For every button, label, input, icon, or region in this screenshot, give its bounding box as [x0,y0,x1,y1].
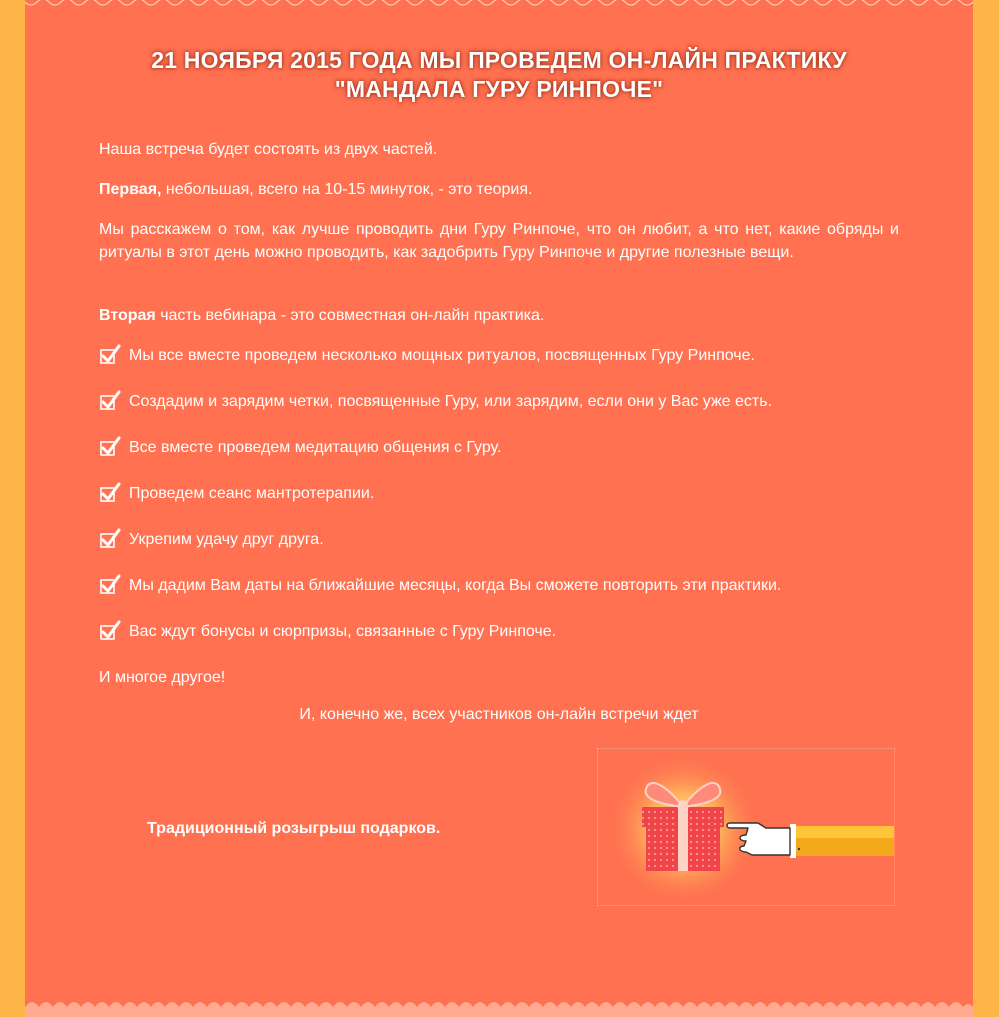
intro-text: Наша встреча будет состоять из двух частей. [99,141,438,158]
second-part-description: часть вебинара - это совместная он-лайн практика. [155,307,545,324]
checkmark-icon [99,482,121,504]
title-line-1: 21 НОЯБРЯ 2015 ГОДА МЫ ПРОВЕДЕМ ОН-ЛАЙН ПРАКТИКУ [151,47,847,73]
checklist-item [99,436,501,459]
page-title [25,46,973,104]
checklist-item-text: Создадим и зарядим четки, посвященные Гуру, или зарядим, если они у Вас уже есть. [129,393,773,410]
checkmark-icon [99,528,121,550]
checkmark-icon [99,620,121,642]
gift-draw-label: Традиционный розыгрыш подарков. [147,820,441,837]
checklist-item-text: Все вместе проведем медитацию общения с Гуру. [129,439,502,456]
checkmark-icon [99,436,121,458]
first-part-description: небольшая, всего на 10-15 минуток, - это теория. [161,181,533,198]
bottom-border-decoration [25,995,973,1017]
checklist-item [99,390,772,413]
content-panel [25,0,973,1017]
checklist-item [99,574,781,597]
checklist-item-text: Мы все вместе проведем несколько мощных ритуалов, посвященных Гуру Ринпоче. [129,347,755,364]
pointing-hand-icon [727,823,894,858]
checklist-item [99,620,556,643]
second-part-label: Вторая [99,307,156,324]
checkmark-icon [99,574,121,596]
gift-illustration [597,748,895,906]
checklist-item [99,528,324,551]
checklist-item-text: Укрепим удачу друг друга. [129,531,324,548]
checkmark-icon [99,344,121,366]
checklist-item [99,482,374,505]
gift-image [598,749,894,905]
participants-text: И, конечно же, всех участников он-лайн встречи ждет [299,706,699,723]
top-border-decoration [25,0,973,8]
checklist-item [99,344,755,367]
theory-text: Мы расскажем о том, как лучше проводить дни Гуру Ринпоче, что он любит, а что нет, какие обряды и ритуалы в этот день можно проводить, как задобрить Гуру Ринпоче и другие полезные вещи. [99,221,899,261]
title-line-2: "МАНДАЛА ГУРУ РИНПОЧЕ" [334,76,664,102]
second-part-text [99,304,544,327]
first-part-label: Первая, [99,181,162,198]
checkmark-icon [99,390,121,412]
checklist-item-text: Проведем сеанс мантротерапии. [129,485,375,502]
more-text: И многое другое! [99,669,226,686]
checklist-item-text: Вас ждут бонусы и сюрпризы, связанные с Гуру Ринпоче. [129,623,557,640]
checklist-item-text: Мы дадим Вам даты на ближайшие месяцы, когда Вы сможете повторить эти практики. [129,577,782,594]
first-part-text [99,178,532,201]
